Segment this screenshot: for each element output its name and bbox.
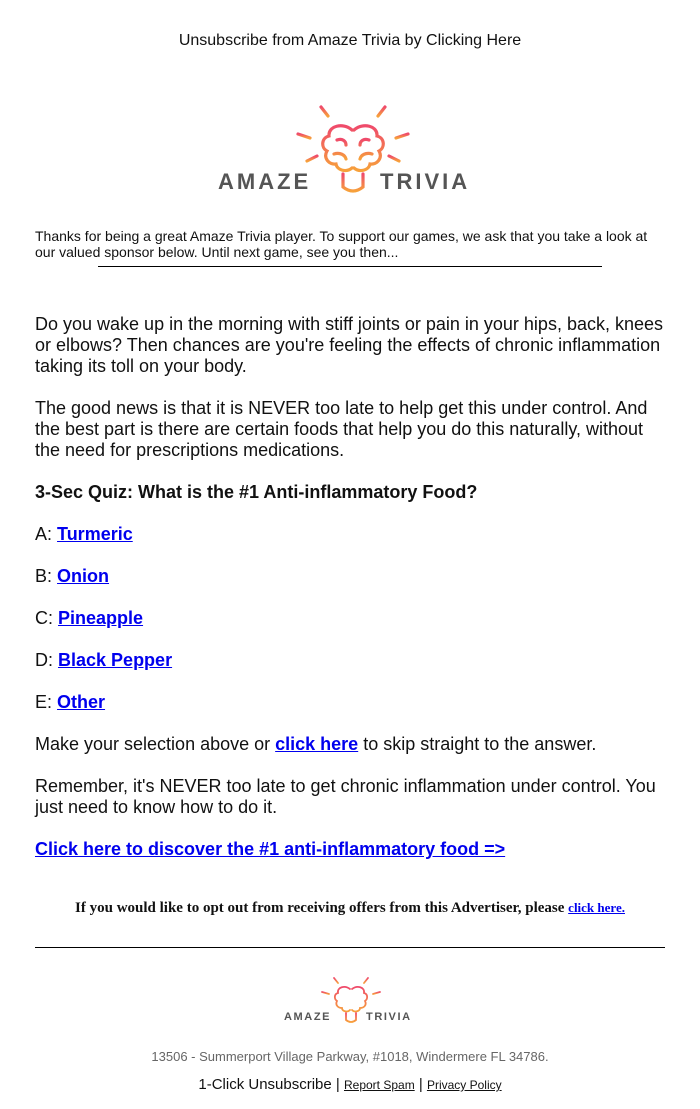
footer-divider (35, 947, 665, 948)
option-letter: B: (35, 566, 53, 586)
optout-link[interactable]: click here. (568, 900, 625, 915)
one-click-unsubscribe-link[interactable]: 1-Click Unsubscribe (198, 1076, 332, 1093)
amaze-trivia-footer-logo (280, 970, 422, 1030)
good-news-paragraph: The good news is that it is NEVER too late to help get this under control. And the best part is there are certain foods that help you do this naturally, without the need for prescriptions medications. (35, 398, 648, 460)
option-letter: A: (35, 524, 53, 544)
quiz-option-b (35, 566, 109, 587)
discover-food-cta-link[interactable]: Click here to discover the #1 anti-inflammatory food => (35, 839, 506, 859)
option-link-pineapple[interactable]: Pineapple (58, 608, 144, 628)
logo-word-amaze: AMAZE (218, 169, 312, 194)
quiz-option-a (35, 524, 133, 545)
thanks-message: Thanks for being a great Amaze Trivia player. To support our games, we ask that you take a look at our valued sponsor below. Until next game, see you then... (35, 228, 648, 260)
option-link-black-pepper[interactable]: Black Pepper (58, 650, 173, 670)
option-link-onion[interactable]: Onion (57, 566, 110, 586)
mailing-address: 13506 - Summerport Village Parkway, #1018, Windermere FL 34786. (151, 1049, 549, 1064)
reminder-paragraph: Remember, it's NEVER too late to get chronic inflammation under control. You just need to know how to do it. (35, 776, 656, 817)
amaze-trivia-logo (215, 92, 490, 204)
footer-separator: | (335, 1076, 340, 1093)
skip-to-answer-link[interactable]: click here (275, 734, 359, 754)
quiz-option-c (35, 608, 143, 629)
quiz-option-e (35, 692, 105, 713)
optout-text: If you would like to opt out from receiving offers from this Advertiser, please (75, 900, 569, 916)
logo-word-trivia: TRIVIA (380, 169, 471, 194)
unsubscribe-top-link[interactable]: Unsubscribe from Amaze Trivia by Clicking Here (178, 32, 522, 49)
quiz-question: 3-Sec Quiz: What is the #1 Anti-inflammatory Food? (35, 482, 478, 502)
selection-instruction (35, 734, 665, 755)
quiz-option-d (35, 650, 172, 671)
option-letter: E: (35, 692, 53, 712)
selection-text-before: Make your selection above or (35, 734, 276, 754)
intro-paragraph: Do you wake up in the morning with stiff joints or pain in your hips, back, knees or elbows? Then chances are you're feeling the effects of chronic inflammation taking its toll on your body. (35, 314, 663, 376)
divider-line (98, 266, 602, 267)
report-spam-link[interactable]: Report Spam (343, 1078, 415, 1092)
footer-logo-word-amaze: AMAZE (284, 1011, 332, 1023)
footer-links (0, 1076, 700, 1094)
selection-text-after: to skip straight to the answer. (358, 734, 597, 754)
privacy-policy-link[interactable]: Privacy Policy (426, 1078, 502, 1092)
footer-logo-word-trivia: TRIVIA (366, 1011, 412, 1023)
advertiser-optout (0, 899, 700, 917)
option-letter: D: (35, 650, 53, 670)
option-link-other[interactable]: Other (57, 692, 106, 712)
option-link-turmeric[interactable]: Turmeric (57, 524, 133, 544)
option-letter: C: (35, 608, 53, 628)
footer-separator: | (418, 1076, 423, 1093)
